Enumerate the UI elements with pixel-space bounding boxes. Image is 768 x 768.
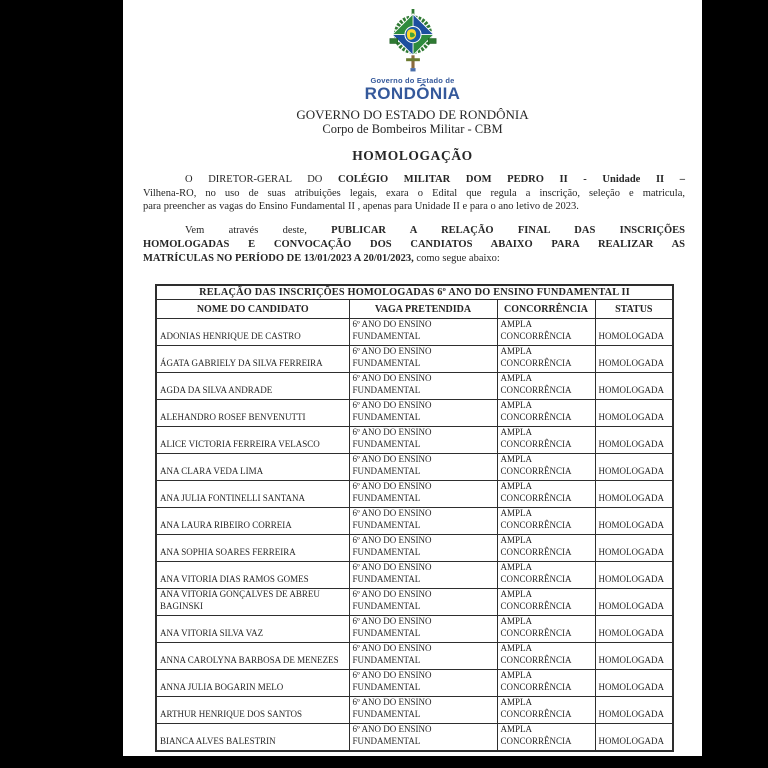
cell-status: HOMOLOGADA <box>595 346 673 373</box>
cell-vaga: 6º ANO DO ENSINO FUNDAMENTAL <box>349 319 497 346</box>
cell-status: HOMOLOGADA <box>595 319 673 346</box>
col-header-status: STATUS <box>595 300 673 319</box>
cell-conc: AMPLA CONCORRÊNCIA <box>497 670 595 697</box>
table-row <box>156 670 673 697</box>
paragraph-line: O DIRETOR-GERAL DO COLÉGIO MILITAR DOM PEDRO II - Unidade II – <box>185 174 685 185</box>
cell-name: ANA JULIA FONTINELLI SANTANA <box>156 481 349 508</box>
table-title: RELAÇÃO DAS INSCRIÇÕES HOMOLOGADAS 6º ANO DO ENSINO FUNDAMENTAL II <box>156 285 673 300</box>
cell-conc: AMPLA CONCORRÊNCIA <box>497 346 595 373</box>
paragraph-line: para preencher as vagas do Ensino Fundamental II , apenas para Unidade II e para o ano letivo de 2023. <box>143 201 579 213</box>
table-row <box>156 346 673 373</box>
table-row <box>156 481 673 508</box>
cell-vaga: 6º ANO DO ENSINO FUNDAMENTAL <box>349 400 497 427</box>
cell-conc: AMPLA CONCORRÊNCIA <box>497 724 595 752</box>
document-page <box>123 0 702 756</box>
cell-status: HOMOLOGADA <box>595 454 673 481</box>
table-row <box>156 589 673 616</box>
cell-vaga: 6º ANO DO ENSINO FUNDAMENTAL <box>349 616 497 643</box>
cell-status: HOMOLOGADA <box>595 616 673 643</box>
body-paragraphs <box>143 173 685 265</box>
cell-status: HOMOLOGADA <box>595 562 673 589</box>
cell-conc: AMPLA CONCORRÊNCIA <box>497 697 595 724</box>
cell-status: HOMOLOGADA <box>595 400 673 427</box>
paragraph-line: MATRÍCULAS NO PERÍODO DE 13/01/2023 A 20/01/2023, como segue abaixo: <box>143 252 500 264</box>
cell-status: HOMOLOGADA <box>595 670 673 697</box>
cell-vaga: 6º ANO DO ENSINO FUNDAMENTAL <box>349 481 497 508</box>
cell-conc: AMPLA CONCORRÊNCIA <box>497 373 595 400</box>
table-row <box>156 724 673 752</box>
cell-conc: AMPLA CONCORRÊNCIA <box>497 481 595 508</box>
cell-vaga: 6º ANO DO ENSINO FUNDAMENTAL <box>349 589 497 616</box>
cell-status: HOMOLOGADA <box>595 373 673 400</box>
table-row <box>156 427 673 454</box>
cell-vaga: 6º ANO DO ENSINO FUNDAMENTAL <box>349 535 497 562</box>
cell-name: ANNA JULIA BOGARIN MELO <box>156 670 349 697</box>
col-header-concorrencia: CONCORRÊNCIA <box>497 300 595 319</box>
rondonia-coat-of-arms-icon <box>389 9 437 74</box>
table-row <box>156 535 673 562</box>
cell-conc: AMPLA CONCORRÊNCIA <box>497 454 595 481</box>
cell-vaga: 6º ANO DO ENSINO FUNDAMENTAL <box>349 508 497 535</box>
cell-status: HOMOLOGADA <box>595 481 673 508</box>
cell-vaga: 6º ANO DO ENSINO FUNDAMENTAL <box>349 697 497 724</box>
table-row <box>156 319 673 346</box>
cell-status: HOMOLOGADA <box>595 724 673 752</box>
cell-vaga: 6º ANO DO ENSINO FUNDAMENTAL <box>349 427 497 454</box>
cell-status: HOMOLOGADA <box>595 535 673 562</box>
logo-caption-large: RONDÔNIA <box>364 84 461 103</box>
table-row <box>156 616 673 643</box>
cell-name: ANNA CAROLYNA BARBOSA DE MENEZES <box>156 643 349 670</box>
cell-name: ANA LAURA RIBEIRO CORREIA <box>156 508 349 535</box>
table-row <box>156 373 673 400</box>
cell-vaga: 6º ANO DO ENSINO FUNDAMENTAL <box>349 562 497 589</box>
paragraph <box>143 224 685 265</box>
col-header-vaga: VAGA PRETENDIDA <box>349 300 497 319</box>
cell-name: ANA VITORIA SILVA VAZ <box>156 616 349 643</box>
org-subname: Corpo de Bombeiros Militar - CBM <box>322 122 503 136</box>
table-row <box>156 400 673 427</box>
cell-name: ANA VITORIA GONÇALVES DE ABREU BAGINSKI <box>156 589 349 616</box>
cell-status: HOMOLOGADA <box>595 589 673 616</box>
cell-conc: AMPLA CONCORRÊNCIA <box>497 508 595 535</box>
cell-name: ALEHANDRO ROSEF BENVENUTTI <box>156 400 349 427</box>
cell-conc: AMPLA CONCORRÊNCIA <box>497 427 595 454</box>
paragraph-line: Vilhena-RO, no uso de suas atribuições legais, exara o Edital que regula a inscrição, seleção e matricula, <box>143 187 685 199</box>
cell-vaga: 6º ANO DO ENSINO FUNDAMENTAL <box>349 724 497 752</box>
cell-conc: AMPLA CONCORRÊNCIA <box>497 319 595 346</box>
table-row <box>156 454 673 481</box>
cell-conc: AMPLA CONCORRÊNCIA <box>497 562 595 589</box>
cell-conc: AMPLA CONCORRÊNCIA <box>497 400 595 427</box>
cell-vaga: 6º ANO DO ENSINO FUNDAMENTAL <box>349 454 497 481</box>
cell-conc: AMPLA CONCORRÊNCIA <box>497 589 595 616</box>
cell-name: ADONIAS HENRIQUE DE CASTRO <box>156 319 349 346</box>
cell-conc: AMPLA CONCORRÊNCIA <box>497 616 595 643</box>
cell-status: HOMOLOGADA <box>595 508 673 535</box>
cell-vaga: 6º ANO DO ENSINO FUNDAMENTAL <box>349 670 497 697</box>
cell-name: ALICE VICTORIA FERREIRA VELASCO <box>156 427 349 454</box>
cell-vaga: 6º ANO DO ENSINO FUNDAMENTAL <box>349 643 497 670</box>
homologation-table <box>155 284 674 752</box>
cell-status: HOMOLOGADA <box>595 697 673 724</box>
cell-name: ANA VITORIA DIAS RAMOS GOMES <box>156 562 349 589</box>
paragraph <box>143 173 685 214</box>
table-row <box>156 697 673 724</box>
cell-name: ARTHUR HENRIQUE DOS SANTOS <box>156 697 349 724</box>
homologation-table-wrap <box>155 284 672 752</box>
cell-conc: AMPLA CONCORRÊNCIA <box>497 643 595 670</box>
cell-conc: AMPLA CONCORRÊNCIA <box>497 535 595 562</box>
cell-name: ANA SOPHIA SOARES FERREIRA <box>156 535 349 562</box>
document-title: HOMOLOGAÇÃO <box>352 148 473 163</box>
cell-name: AGDA DA SILVA ANDRADE <box>156 373 349 400</box>
table-row <box>156 643 673 670</box>
cell-name: ÁGATA GABRIELY DA SILVA FERREIRA <box>156 346 349 373</box>
paragraph-line: HOMOLOGADAS E CONVOCAÇÃO DOS CANDIATOS ABAIXO PARA REALIZAR AS <box>143 238 685 250</box>
table-row <box>156 508 673 535</box>
cell-vaga: 6º ANO DO ENSINO FUNDAMENTAL <box>349 373 497 400</box>
cell-status: HOMOLOGADA <box>595 427 673 454</box>
cell-name: BIANCA ALVES BALESTRIN <box>156 724 349 752</box>
cell-vaga: 6º ANO DO ENSINO FUNDAMENTAL <box>349 346 497 373</box>
cell-status: HOMOLOGADA <box>595 643 673 670</box>
table-row <box>156 562 673 589</box>
col-header-nome: NOME DO CANDIDATO <box>156 300 349 319</box>
logo-caption-small: Governo do Estado de <box>370 76 455 85</box>
cell-name: ANA CLARA VEDA LIMA <box>156 454 349 481</box>
org-name: GOVERNO DO ESTADO DE RONDÔNIA <box>296 107 529 122</box>
paragraph-line: Vem através deste, PUBLICAR A RELAÇÃO FINAL DAS INSCRIÇÕES <box>185 225 685 237</box>
